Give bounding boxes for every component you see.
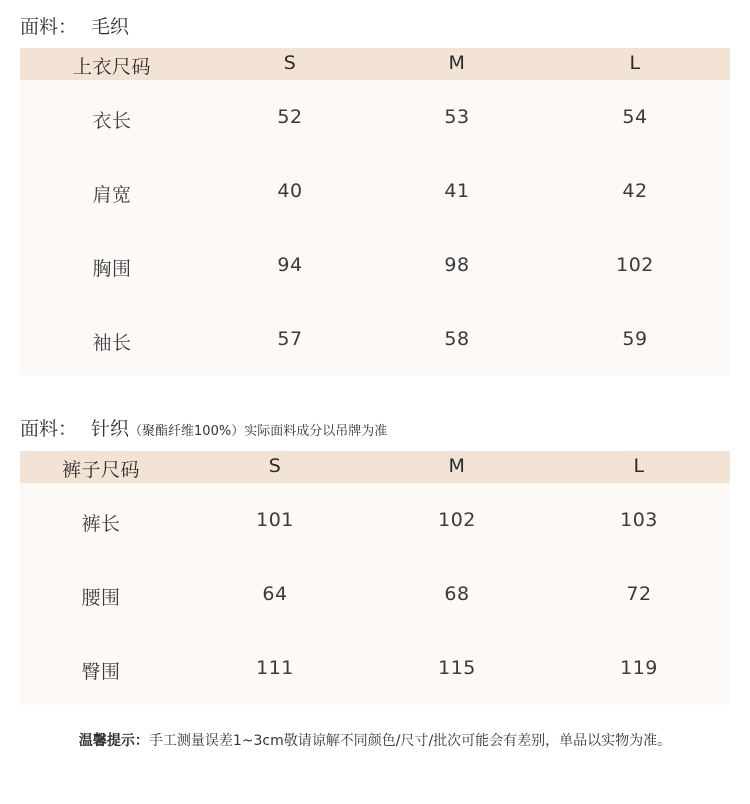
top-header-l: L [629,52,641,74]
cell-s: 111 [256,657,294,679]
cell-l: 72 [626,583,652,605]
cell-m: 102 [438,509,476,531]
footer-text: 手工测量误差1~3cm敬请谅解不同颜色/尺寸/批次可能会有差别，单品以实物为准。 [148,733,672,749]
cell-l: 54 [622,106,648,128]
top-header-size: 上衣尺码 [72,56,152,78]
cell-s: 57 [277,328,303,350]
cell-m: 41 [444,180,470,202]
cell-l: 102 [616,254,654,276]
bottom-header-l: L [633,455,645,477]
row-label: 胸围 [92,258,132,280]
top-fabric-label: 面料： [20,16,78,38]
top-size-table [20,48,730,376]
top-header-s: S [283,52,297,74]
top-table-body [20,80,730,376]
cell-m: 58 [444,328,470,350]
bottom-size-table [20,451,730,705]
top-table-header [20,48,730,80]
bottom-header-m: M [448,455,466,477]
row-label: 臀围 [81,661,121,683]
row-label: 肩宽 [92,184,132,206]
bottom-table-body [20,483,730,705]
top-fabric-value: 毛织 [91,16,130,38]
cell-l: 119 [620,657,658,679]
bottom-header-size: 裤子尺码 [61,459,141,481]
cell-l: 59 [622,328,648,350]
bottom-fabric-label: 面料： [20,418,78,440]
cell-m: 115 [438,657,476,679]
row-label: 衣长 [92,110,132,132]
row-label: 袖长 [92,332,132,354]
cell-s: 94 [277,254,303,276]
bottom-fabric-value: 针织 [91,418,130,440]
cell-s: 101 [256,509,294,531]
row-label: 腰围 [81,587,121,609]
row-label: 裤长 [81,513,121,535]
top-fabric-title [20,12,129,39]
footer-label: 温馨提示： [78,733,149,749]
cell-l: 42 [622,180,648,202]
cell-m: 98 [444,254,470,276]
cell-s: 40 [277,180,303,202]
footer-tip [0,730,750,750]
bottom-table-header [20,451,730,483]
fabric-note: （聚酯纤维100%）实际面料成分以吊牌为准 [129,424,388,439]
cell-m: 68 [444,583,470,605]
cell-s: 52 [277,106,303,128]
bottom-fabric-title [20,414,387,441]
top-header-m: M [448,52,466,74]
cell-s: 64 [262,583,288,605]
cell-l: 103 [620,509,658,531]
bottom-header-s: S [268,455,282,477]
cell-m: 53 [444,106,470,128]
